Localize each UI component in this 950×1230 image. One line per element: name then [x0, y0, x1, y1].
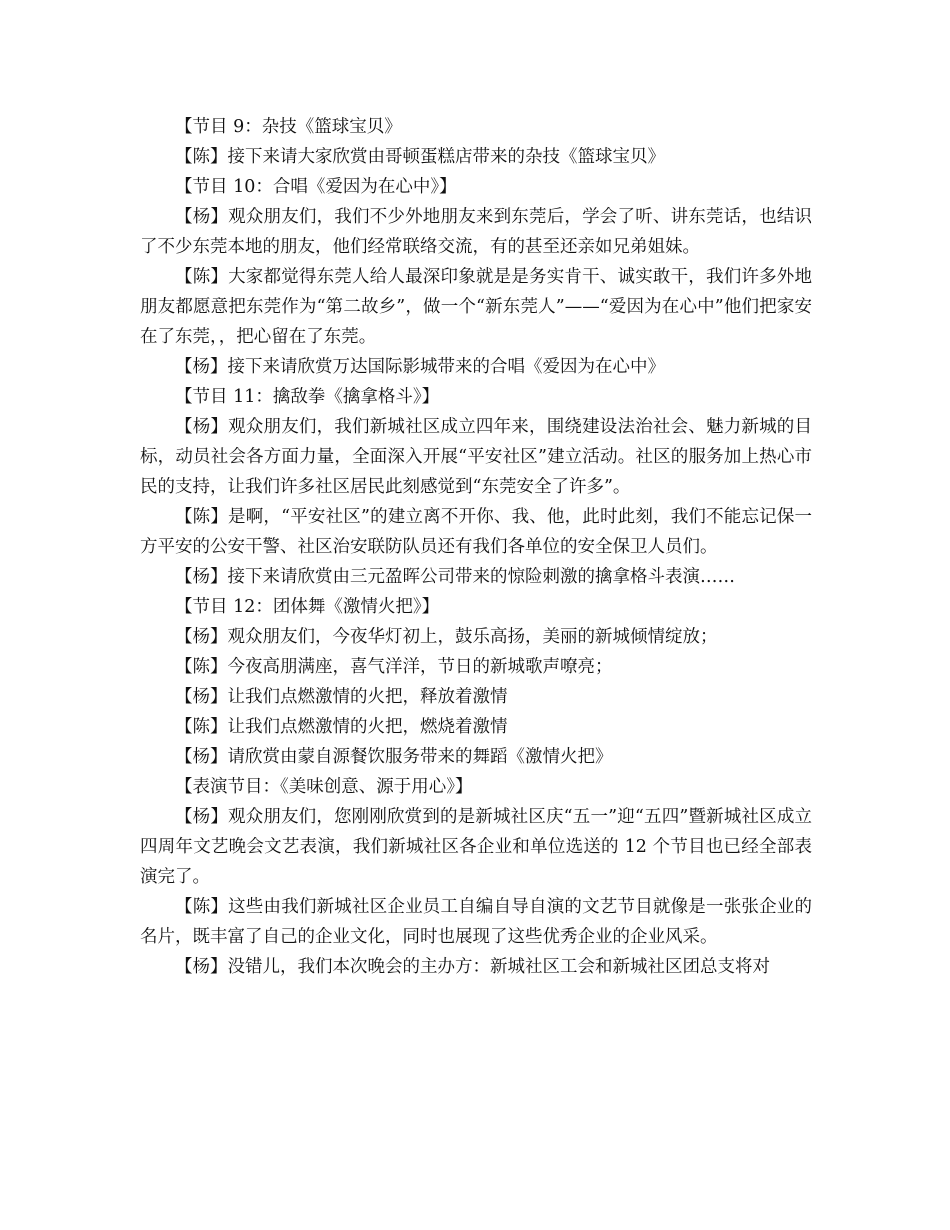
document-body	[140, 112, 812, 982]
paragraph: 【陈】这些由我们新城社区企业员工自编自导自演的文艺节目就像是一张张企业的名片，既丰富了自己的企业文化，同时也展现了这些优秀企业的企业风采。	[140, 897, 812, 947]
paragraph: 【节目 10：合唱《爱因为在心中》】	[175, 177, 457, 197]
paragraph: 【节目 9：杂技《篮球宝贝》	[175, 117, 402, 137]
paragraph: 【陈】今夜高朋满座，喜气洋洋，节日的新城歌声嘹亮；	[175, 657, 613, 677]
paragraph: 【陈】是啊，“平安社区”的建立离不开你、我、他，此时此刻，我们不能忘记保一方平安的公安干警、社区治安联防队员还有我们各单位的安全保卫人员们。	[140, 507, 812, 557]
paragraph: 【陈】让我们点燃激情的火把，燃烧着激情	[175, 717, 508, 737]
paragraph: 【杨】观众朋友们，今夜华灯初上，鼓乐高扬，美丽的新城倾情绽放；	[175, 627, 718, 647]
paragraph: 【陈】大家都觉得东莞人给人最深印象就是是务实肯干、诚实敢干，我们许多外地朋友都愿意把东莞作为“第二故乡”，做一个“新东莞人”——“爱因为在心中”他们把家安在了东莞，，把心留在了东莞。	[140, 267, 812, 347]
paragraph: 【杨】观众朋友们，我们新城社区成立四年来，围绕建设法治社会、魅力新城的目标，动员社会各方面力量，全面深入开展“平安社区”建立活动。社区的服务加上热心市民的支持，让我们许多社区居民此刻感觉到“东莞安全了许多”。	[140, 417, 812, 497]
paragraph: 【杨】观众朋友们，您刚刚欣赏到的是新城社区庆“五一”迎“五四”暨新城社区成立四周年文艺晚会文艺表演，我们新城社区各企业和单位选送的 12 个节目也已经全部表演完了。	[140, 807, 812, 887]
paragraph: 【节目 12：团体舞《激情火把》】	[175, 597, 440, 617]
paragraph: 【陈】接下来请大家欣赏由哥顿蛋糕店带来的杂技《篮球宝贝》	[175, 147, 665, 167]
paragraph: 【杨】接下来请欣赏万达国际影城带来的合唱《爱因为在心中》	[175, 357, 665, 377]
paragraph: 【杨】观众朋友们，我们不少外地朋友来到东莞后，学会了听、讲东莞话，也结识了不少东莞本地的朋友，他们经常联络交流，有的甚至还亲如兄弟姐妹。	[140, 207, 812, 257]
paragraph: 【杨】接下来请欣赏由三元盈晖公司带来的惊险刺激的擒拿格斗表演……	[175, 567, 735, 587]
paragraph: 【节目 11：擒敌拳《擒拿格斗》】	[175, 387, 440, 407]
paragraph: 【杨】让我们点燃激情的火把，释放着激情	[175, 687, 508, 707]
paragraph: 【表演节目：《美味创意、源于用心》】	[175, 777, 473, 797]
paragraph: 【杨】请欣赏由蒙自源餐饮服务带来的舞蹈《激情火把》	[175, 747, 613, 767]
paragraph: 【杨】没错儿，我们本次晚会的主办方：新城社区工会和新城社区团总支将对	[175, 957, 770, 977]
